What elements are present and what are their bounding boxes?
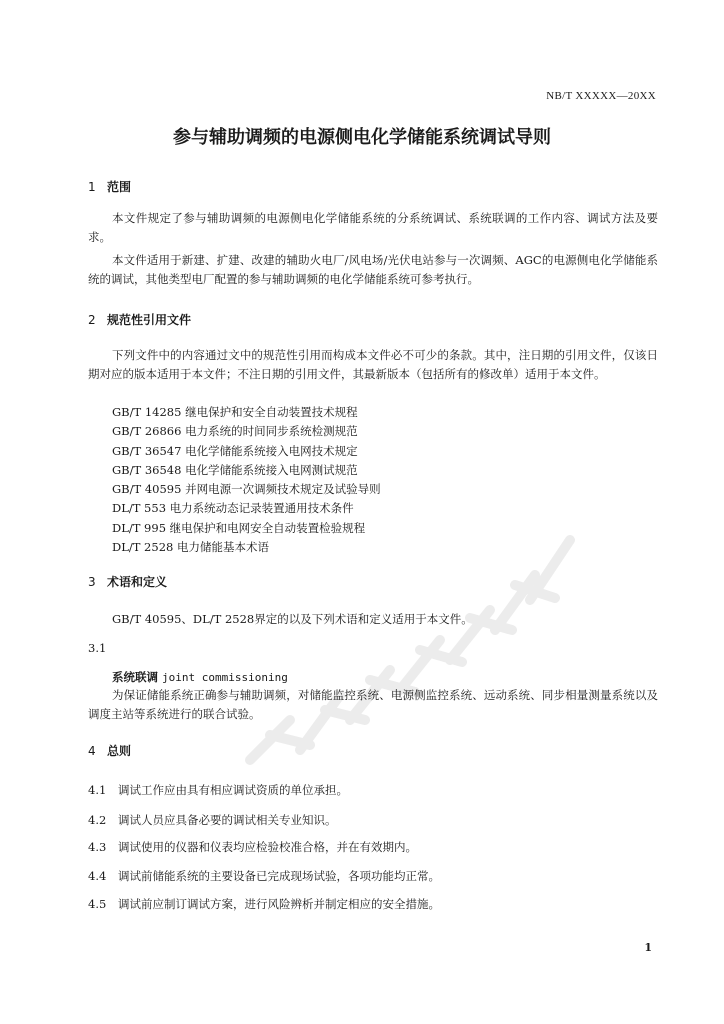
clause-text: 调试使用的仪器和仪表均应检验校准合格，并在有效期内。 bbox=[118, 840, 417, 854]
clause-item bbox=[88, 868, 440, 884]
references-intro: 下列文件中的内容通过文中的规范性引用而构成本文件必不可少的条款。其中，注日期的引用文件，仅该日期对应的版本适用于本文件；不注日期的引用文件，其最新版本（包括所有的修改单）适用于本文件。 bbox=[88, 348, 658, 381]
clause-item bbox=[88, 812, 337, 828]
reference-item: DL/T 553 电力系统动态记录装置通用技术条件 bbox=[112, 501, 354, 516]
reference-item: GB/T 26866 电力系统的时间同步系统检测规范 bbox=[112, 424, 358, 439]
clause-item bbox=[88, 782, 348, 798]
reference-item: GB/T 36548 电化学储能系统接入电网测试规范 bbox=[112, 462, 358, 477]
section-2-heading bbox=[88, 311, 191, 328]
page-number: 1 bbox=[644, 941, 652, 954]
reference-item: GB/T 14285 继电保护和安全自动装置技术规程 bbox=[112, 405, 358, 419]
clause-number: 4.5 bbox=[88, 897, 107, 911]
section-number: 2 bbox=[88, 313, 96, 327]
section-title: 总则 bbox=[107, 744, 132, 758]
section-title: 规范性引用文件 bbox=[107, 313, 192, 327]
term-chinese: 系统联调 bbox=[112, 670, 158, 684]
clause-text: 调试工作应由具有相应调试资质的单位承担。 bbox=[118, 783, 348, 797]
clause-number: 4.2 bbox=[88, 813, 107, 827]
page-title: 参与辅助调频的电源侧电化学储能系统调试导则 bbox=[173, 127, 551, 148]
terms-intro: GB/T 40595、DL/T 2528界定的以及下列术语和定义适用于本文件。 bbox=[112, 612, 473, 626]
standard-code: NB/T XXXXX—20XX bbox=[546, 90, 656, 102]
reference-item: GB/T 40595 并网电源一次调频技术规定及试验导则 bbox=[112, 482, 381, 497]
clause-text: 调试人员应具备必要的调试相关专业知识。 bbox=[118, 813, 337, 827]
section-number: 4 bbox=[88, 744, 96, 758]
section-number: 1 bbox=[88, 180, 96, 194]
clause-number: 4.3 bbox=[88, 840, 107, 854]
scope-paragraph-1: 本文件规定了参与辅助调频的电源侧电化学储能系统的分系统调试、系统联调的工作内容、调试方法及要求。 bbox=[88, 211, 658, 244]
section-1-heading bbox=[88, 178, 131, 195]
reference-item: DL/T 995 继电保护和电网安全自动装置检验规程 bbox=[112, 520, 366, 535]
clause-item bbox=[88, 896, 440, 912]
term-title bbox=[112, 669, 288, 685]
clause-number: 4.1 bbox=[88, 783, 107, 797]
section-number: 3 bbox=[88, 575, 96, 589]
section-title: 术语和定义 bbox=[107, 575, 168, 589]
subclause-number: 3.1 bbox=[88, 641, 107, 655]
section-3-heading bbox=[88, 573, 167, 590]
watermark bbox=[230, 520, 590, 780]
clause-number: 4.4 bbox=[88, 869, 107, 883]
scope-paragraph-2: 本文件适用于新建、扩建、改建的辅助火电厂/风电场/光伏电站参与一次调频、AGC的电源侧电化学储能系统的调试，其他类型电厂配置的参与辅助调频的电化学储能系统可参考执行。 bbox=[88, 253, 658, 286]
term-definition: 为保证储能系统正确参与辅助调频，对储能监控系统、电源侧监控系统、远动系统、同步相量测量系统以及调度主站等系统进行的联合试验。 bbox=[88, 688, 658, 721]
clause-text: 调试前应制订调试方案，进行风险辨析并制定相应的安全措施。 bbox=[118, 897, 440, 911]
clause-item bbox=[88, 839, 417, 855]
section-title: 范围 bbox=[107, 180, 132, 194]
section-4-heading bbox=[88, 742, 131, 759]
term-english: joint commissioning bbox=[162, 671, 288, 684]
reference-list bbox=[112, 403, 381, 557]
clause-text: 调试前储能系统的主要设备已完成现场试验，各项功能均正常。 bbox=[118, 869, 440, 883]
reference-item: GB/T 36547 电化学储能系统接入电网技术规定 bbox=[112, 443, 358, 458]
reference-item: DL/T 2528 电力储能基本术语 bbox=[112, 540, 269, 555]
